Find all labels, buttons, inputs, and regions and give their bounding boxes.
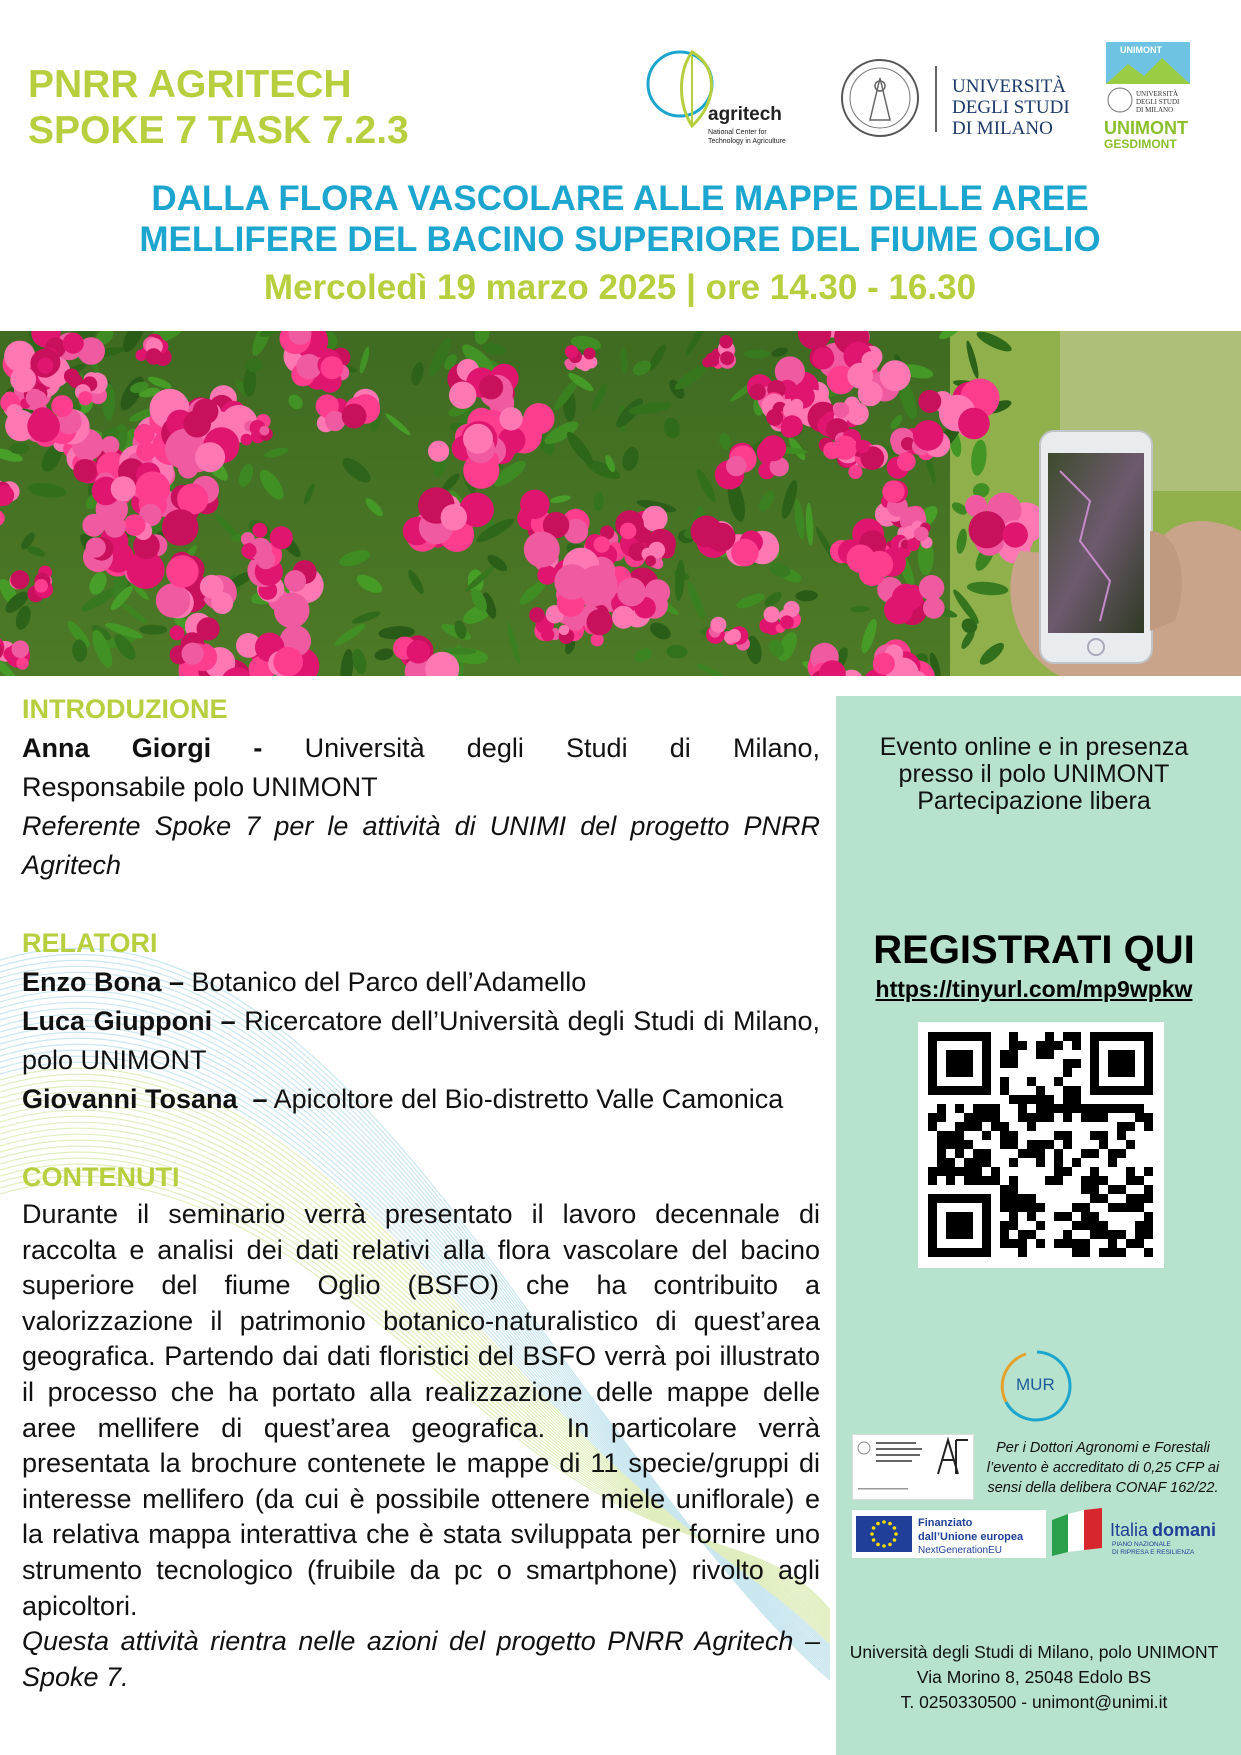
intro-affiliation: Università degli Studi di Milano, bbox=[262, 733, 820, 763]
unimi-line3: DI MILANO bbox=[952, 118, 1053, 139]
italiadomani-logo bbox=[1108, 1516, 1236, 1556]
cfp-line1: Per i Dottori Agronomi e Forestali bbox=[996, 1440, 1210, 1456]
unimont-brand2: GESDIMONT bbox=[1104, 137, 1177, 151]
contents-body: Durante il seminario verrà presentato il lavoro decennale di raccolta e analisi dei dati relativi alla flora vascolare del bacino superiore del fiume Oglio (BSFO) che ha contribuito a valorizzazione il patrimonio botanico-naturalistico di quest’area geografica. Partendo dai dati floristici del BSFO verrà poi illustrato il processo che ha portato alla realizzazione delle mappe delle aree mellifere di quest’area geografica. In particolare verrà presentata la brochure contenete le mappe di 11 specie/gruppi di interesse mellifero (da cui è possibile ottenere miele uniflorale) e la relativa mappa interattiva che è stata sviluppata per fornire uno strumento tecnologico (fruibile da pc o smartphone) rivolto agli apicoltori. bbox=[22, 1199, 820, 1621]
event-title-line1: DALLA FLORA VASCOLARE ALLE MAPPE DELLE AREE bbox=[151, 179, 1089, 218]
intro-name: Anna Giorgi - bbox=[22, 733, 263, 763]
event-format bbox=[836, 734, 1232, 815]
agritech-name: agritech bbox=[708, 104, 782, 125]
intro-affiliation-2: Responsabile polo UNIMONT bbox=[22, 772, 378, 802]
speakers-heading: RELATORI bbox=[22, 928, 158, 958]
speaker-item bbox=[22, 1002, 820, 1080]
italia-sub1: PIANO NAZIONALE bbox=[1112, 1541, 1171, 1548]
footer-line1: Università degli Studi di Milano, polo UNIMONT bbox=[849, 1642, 1219, 1662]
mur-logo bbox=[996, 1346, 1078, 1426]
program-content bbox=[22, 690, 820, 1695]
speaker-desc: Botanico del Parco dell’Adamello bbox=[184, 967, 587, 997]
unimont-sub3: DI MILANO bbox=[1136, 106, 1174, 114]
unimont-sub1: UNIVERSITÀ bbox=[1136, 90, 1178, 98]
agritech-sub2: Technology in Agriculture bbox=[708, 138, 786, 145]
unimont-brand: UNIMONT bbox=[1104, 118, 1188, 138]
unimi-line1: UNIVERSITÀ bbox=[952, 76, 1066, 97]
event-format-line1: Evento online e in presenza bbox=[879, 733, 1189, 761]
contents-heading: CONTENUTI bbox=[22, 1162, 180, 1192]
speaker-item bbox=[22, 1080, 820, 1119]
event-title-line2: MELLIFERE DEL BACINO SUPERIORE DEL FIUME OGLIO bbox=[139, 220, 1101, 259]
italian-flag-icon bbox=[1048, 1506, 1108, 1560]
register-link[interactable]: https://tinyurl.com/mp9wpkw bbox=[875, 976, 1193, 1002]
eu-line1: Finanziato bbox=[918, 1517, 973, 1529]
italia-brand2: domani bbox=[1152, 1520, 1217, 1540]
event-format-line2: presso il polo UNIMONT bbox=[898, 760, 1170, 788]
qr-code[interactable] bbox=[918, 1022, 1164, 1268]
project-title-line2: SPOKE 7 TASK 7.2.3 bbox=[28, 109, 409, 152]
project-title-line1: PNRR AGRITECH bbox=[28, 63, 352, 106]
speaker-name: Giovanni Tosana – bbox=[22, 1084, 268, 1114]
unimont-top: UNIMONT bbox=[1120, 45, 1162, 55]
unimi-logo bbox=[840, 58, 1080, 140]
cfp-accreditation bbox=[978, 1438, 1228, 1498]
intro-name-line bbox=[22, 729, 820, 768]
speaker-desc: Apicoltore del Bio-distretto Valle Camonica bbox=[267, 1084, 784, 1114]
hero-photo bbox=[0, 331, 1241, 676]
eu-line2: dall’Unione europea bbox=[918, 1531, 1024, 1543]
intro-heading: INTRODUZIONE bbox=[22, 694, 228, 724]
eu-funding-logo bbox=[852, 1510, 1046, 1558]
speaker-item bbox=[22, 963, 820, 1002]
cfp-line3: sensi della delibera CONAF 162/22. bbox=[987, 1480, 1219, 1496]
agritech-sub1: National Center for bbox=[708, 129, 767, 136]
register-heading: REGISTRATI QUI bbox=[873, 928, 1195, 972]
italia-sub2: DI RIPRESA E RESILIENZA bbox=[1112, 1549, 1195, 1556]
intro-role: Referente Spoke 7 per le attività di UNIMI del progetto PNRR Agritech bbox=[22, 811, 820, 880]
event-date: Mercoledì 19 marzo 2025 | ore 14.30 - 16.30 bbox=[263, 268, 977, 307]
event-format-line3: Partecipazione libera bbox=[917, 787, 1151, 815]
speaker-desc: Ricercatore dell’Università degli Studi di Milano, polo UNIMONT bbox=[22, 1006, 820, 1075]
info-sidebar bbox=[836, 696, 1241, 1755]
unimont-logo bbox=[1100, 42, 1196, 154]
speaker-name: Enzo Bona – bbox=[22, 967, 185, 997]
agritech-logo bbox=[640, 44, 810, 156]
event-title bbox=[40, 178, 1200, 260]
partner-logos bbox=[640, 40, 1200, 160]
project-title bbox=[28, 62, 409, 154]
footer-line2: Via Morino 8, 25048 Edolo BS bbox=[916, 1667, 1152, 1687]
footer-line3: T. 0250330500 - unimont@unimi.it bbox=[900, 1692, 1168, 1712]
unimont-sub2: DEGLI STUDI bbox=[1136, 98, 1180, 106]
contact-footer bbox=[836, 1640, 1232, 1715]
cfp-line2: l’evento è accreditato di 0,25 CFP ai bbox=[986, 1460, 1220, 1476]
ordine-agronomi-logo bbox=[852, 1434, 974, 1500]
italia-brand1: Italia bbox=[1110, 1520, 1149, 1540]
eu-line3: NextGenerationEU bbox=[918, 1545, 1002, 1556]
contents-note: Questa attività rientra nelle azioni del progetto PNRR Agritech – Spoke 7. bbox=[22, 1626, 820, 1692]
unimi-line2: DEGLI STUDI bbox=[952, 97, 1070, 118]
mur-text: MUR bbox=[1016, 1375, 1055, 1394]
speaker-name: Luca Giupponi – bbox=[22, 1006, 236, 1036]
